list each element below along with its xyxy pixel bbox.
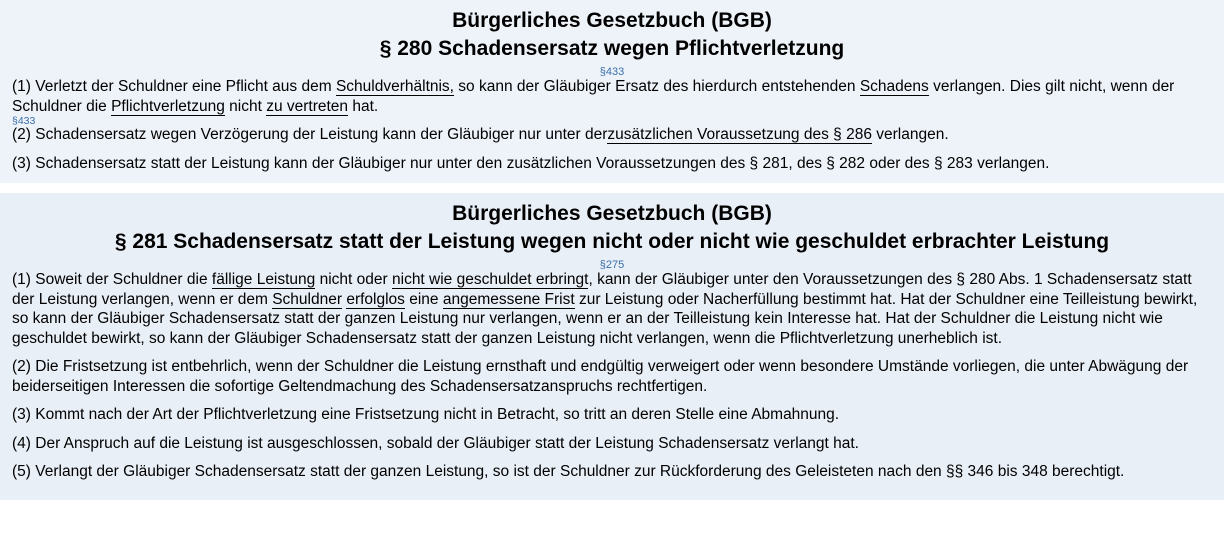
- underlined-term-nicht-wie-geschuldet: nicht wie geschuldet erbringt: [392, 271, 589, 288]
- underlined-term-schadens: Schadens: [859, 78, 929, 95]
- annotation-paragraph-2-280: §433: [12, 115, 36, 127]
- text-fragment: hat.: [348, 97, 379, 115]
- underlined-term-schuldverhaeltnis: Schuldverhältnis,: [335, 78, 454, 95]
- paragraph-281-3: (3) Kommt nach der Art der Pflichtverletzung eine Fristsetzung nicht in Betracht, so tritt an deren Stelle eine Abmahnung.: [12, 406, 840, 423]
- law-section-281: [0, 193, 1224, 500]
- underlined-term-zusaetzliche-voraussetzung-286: zusätzlichen Voraussetzung des § 286: [607, 126, 872, 143]
- law-section-280: [0, 0, 1224, 183]
- paragraph-281-4: (4) Der Anspruch auf die Leistung ist ausgeschlossen, sobald der Gläubiger statt der Leistung Schadensersatz verlangt hat.: [12, 434, 859, 452]
- page-title: Bürgerliches Gesetzbuch (BGB): [452, 9, 772, 32]
- text-fragment: nicht oder: [315, 271, 392, 288]
- annotation-paragraph-1-280: §433: [599, 66, 625, 78]
- paragraph-280-3: (3) Schadensersatz statt der Leistung kann der Gläubiger nur unter den zusätzlichen Voraussetzungen des § 281, des § 282 oder des § 283 verlangen.: [12, 154, 1050, 172]
- text-fragment: verlangen. Dies gilt nicht, wenn der Schuldner die: [12, 78, 1175, 115]
- underlined-term-erfolglos: erfolglos: [346, 290, 405, 308]
- annotation-paragraph-1-281: §275: [599, 259, 625, 271]
- text-fragment: nicht: [224, 97, 267, 115]
- text-fragment: (1) Soweit der Schuldner die: [12, 271, 212, 288]
- paragraph-280-2: [12, 115, 1212, 145]
- paragraph-281-5: (5) Verlangt der Gläubiger Schadensersatz statt der ganzen Leistung, so ist der Schuldner zur Rückforderung des Geleisteten nach den §§ 346 bis 348 berechtigt.: [12, 463, 1125, 480]
- paragraph-281-2: (2) Die Fristsetzung ist entbehrlich, wenn der Schuldner die Leistung ernsthaft und endgültig verweigert oder wenn besondere Umstände vorliegen, die unter Abwägung der beiderseitigen Interessen die sofortige Geltendmachung des Schadensersatzanspruchs rechtfertigen.: [12, 358, 1189, 395]
- text-fragment: (2) Schadensersatz wegen Verzögerung der Leistung kann der Gläubiger nur unter der: [12, 126, 608, 143]
- text-fragment: (1) Verletzt der Schuldner eine Pflicht aus dem: [12, 78, 336, 95]
- text-fragment: so kann der Gläubiger Ersatz des hierdurch entstehenden: [454, 78, 860, 95]
- paragraph-280-1: [12, 77, 1212, 116]
- text-fragment: eine: [404, 290, 443, 308]
- underlined-term-zu-vertreten: zu vertreten: [266, 97, 349, 115]
- text-fragment: zur Leistung oder Nacherfüllung bestimmt hat. Hat der Schuldner eine Teilleistung bewirkt, so kann der Gläubiger Schadensersatz statt der ganzen Leistung nur verlangen, wenn er an der Teilleistung kein Interesse hat. Hat der Schuldner die Leistung nicht wie geschuldet bewirkt, so kann der Gläubiger Schadensersatz statt der ganzen Leistung nicht verlangen, wenn die Pflichtverletzung unerheblich ist.: [12, 290, 1198, 347]
- text-fragment: verlangen.: [871, 126, 949, 143]
- underlined-term-schuldner: Schuldner: [272, 290, 343, 308]
- text-fragment: , kann der Gläubiger unter den Voraussetzungen des § 280 Abs. 1 Schadensersatz statt der Leistung verlangen, wenn er dem: [12, 271, 1192, 308]
- annotation-wrapper-433: [12, 115, 608, 145]
- underlined-term-pflichtverletzung: Pflichtverletzung: [111, 97, 225, 115]
- underlined-term-faellige-leistung: fällige Leistung: [211, 271, 316, 288]
- section-heading-281: § 281 Schadensersatz statt der Leistung wegen nicht oder nicht wie geschuldet erbrachter Leistung: [114, 230, 1110, 253]
- paragraph-281-1: [12, 270, 1212, 348]
- section-heading-280: § 280 Schadensersatz wegen Pflichtverletzung: [379, 37, 845, 60]
- underlined-term-angemessene-frist: angemessene Frist: [442, 290, 575, 308]
- page-title-2: Bürgerliches Gesetzbuch (BGB): [452, 202, 772, 225]
